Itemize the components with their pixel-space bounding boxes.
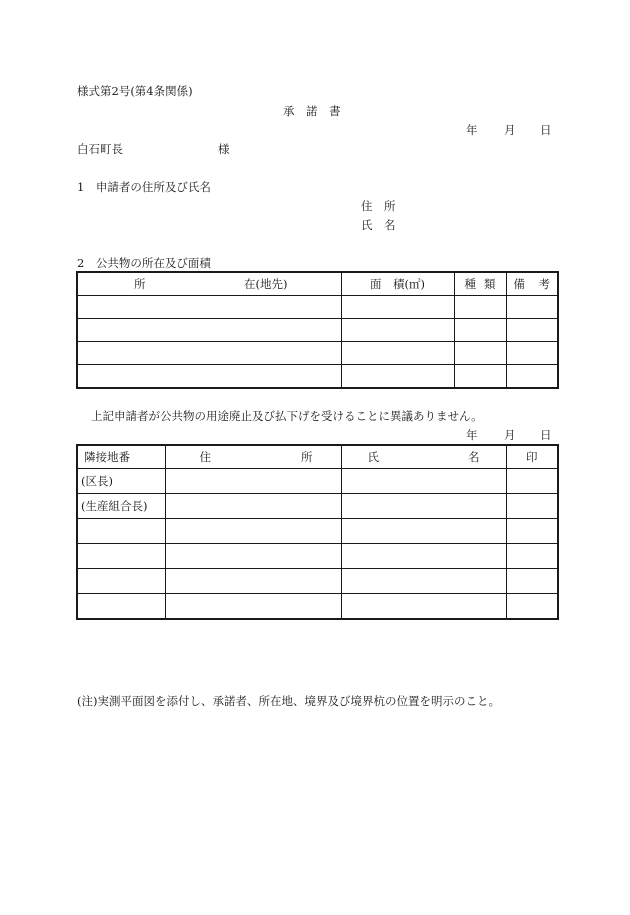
table-cell[interactable] [77, 569, 165, 594]
location-header-b: 在(地先) [244, 277, 288, 291]
table-cell[interactable] [77, 594, 165, 620]
table-cell[interactable] [165, 469, 341, 494]
address-header-b: 所 [301, 450, 313, 464]
table-row [77, 494, 558, 519]
table-cell[interactable] [77, 544, 165, 569]
table-cell[interactable] [341, 469, 506, 494]
table-cell[interactable] [341, 494, 506, 519]
remarks-header-b: 考 [538, 277, 550, 291]
table-cell[interactable] [77, 296, 341, 319]
form-number: 様式第2号(第4条関係) [77, 84, 193, 98]
table-row [77, 594, 558, 620]
table-cell[interactable] [506, 342, 558, 365]
type-header-b: 類 [484, 277, 496, 291]
section1-heading: 1 申請者の住所及び氏名 [77, 180, 211, 194]
table-cell[interactable] [165, 594, 341, 620]
lot-number-header: 隣接地番 [77, 445, 165, 469]
table-cell[interactable] [77, 319, 341, 342]
table-row [77, 469, 558, 494]
table-cell[interactable] [506, 544, 558, 569]
consent-date-day-label: 日 [540, 428, 552, 442]
table-cell[interactable] [506, 569, 558, 594]
table-cell[interactable] [506, 519, 558, 544]
table-cell[interactable] [341, 569, 506, 594]
table-cell[interactable] [341, 296, 454, 319]
neighbor-consent-table [76, 444, 559, 620]
applicant-name-label: 氏 名 [361, 218, 396, 232]
table-cell[interactable] [165, 569, 341, 594]
address-header-a: 住 [199, 450, 211, 464]
consent-statement: 上記申請者が公共物の用途廃止及び払下げを受けることに異議ありません。 [91, 409, 483, 423]
location-header-a: 所 [134, 277, 146, 291]
honorific: 様 [218, 142, 230, 156]
table-row [77, 296, 558, 319]
address-header [165, 445, 341, 469]
consent-date-year-label: 年 [466, 428, 478, 442]
table-row [77, 365, 558, 389]
table-cell[interactable] [506, 594, 558, 620]
table-cell[interactable] [506, 365, 558, 389]
table-cell[interactable] [506, 296, 558, 319]
table-row [77, 569, 558, 594]
table-cell[interactable] [341, 594, 506, 620]
public-property-table [76, 271, 559, 389]
area-header: 面 積(㎡) [341, 272, 454, 296]
table-cell[interactable] [454, 365, 506, 389]
table-cell[interactable] [454, 296, 506, 319]
row-label-district-chief: (区長) [77, 469, 165, 494]
remarks-header-a: 備 [513, 277, 525, 291]
table-cell[interactable] [165, 544, 341, 569]
table-cell[interactable] [77, 365, 341, 389]
table-cell[interactable] [341, 342, 454, 365]
remarks-header [506, 272, 558, 296]
table-cell[interactable] [454, 342, 506, 365]
seal-header: 印 [506, 445, 558, 469]
date-year-label: 年 [466, 123, 478, 137]
table-row [77, 342, 558, 365]
date-day-label: 日 [540, 123, 552, 137]
location-header [77, 272, 341, 296]
table-cell[interactable] [454, 319, 506, 342]
footnote: (注)実測平面図を添付し、承諾者、所在地、境界及び境界杭の位置を明示のこと。 [77, 694, 500, 708]
table-cell[interactable] [341, 365, 454, 389]
table-cell[interactable] [341, 544, 506, 569]
table-row [77, 544, 558, 569]
applicant-address-label: 住 所 [361, 199, 396, 213]
table-cell[interactable] [77, 342, 341, 365]
table-row [77, 519, 558, 544]
date-month-label: 月 [504, 123, 516, 137]
name-header-b: 名 [468, 450, 480, 464]
consent-date-month-label: 月 [504, 428, 516, 442]
type-header-a: 種 [464, 277, 476, 291]
table-header-row [77, 445, 558, 469]
table-cell[interactable] [165, 494, 341, 519]
addressee: 白石町長 [77, 142, 123, 156]
row-label-cooperative-chief: (生産組合長) [77, 494, 165, 519]
document-title: 承 諾 書 [283, 104, 341, 118]
table-cell[interactable] [341, 519, 506, 544]
table-cell[interactable] [165, 519, 341, 544]
name-header-a: 氏 [367, 450, 379, 464]
type-header [454, 272, 506, 296]
name-header [341, 445, 506, 469]
table-cell[interactable] [341, 319, 454, 342]
table-header-row [77, 272, 558, 296]
table-cell[interactable] [77, 519, 165, 544]
table-cell[interactable] [506, 319, 558, 342]
table-cell[interactable] [506, 469, 558, 494]
section2-heading: 2 公共物の所在及び面積 [77, 256, 211, 270]
table-cell[interactable] [506, 494, 558, 519]
table-row [77, 319, 558, 342]
